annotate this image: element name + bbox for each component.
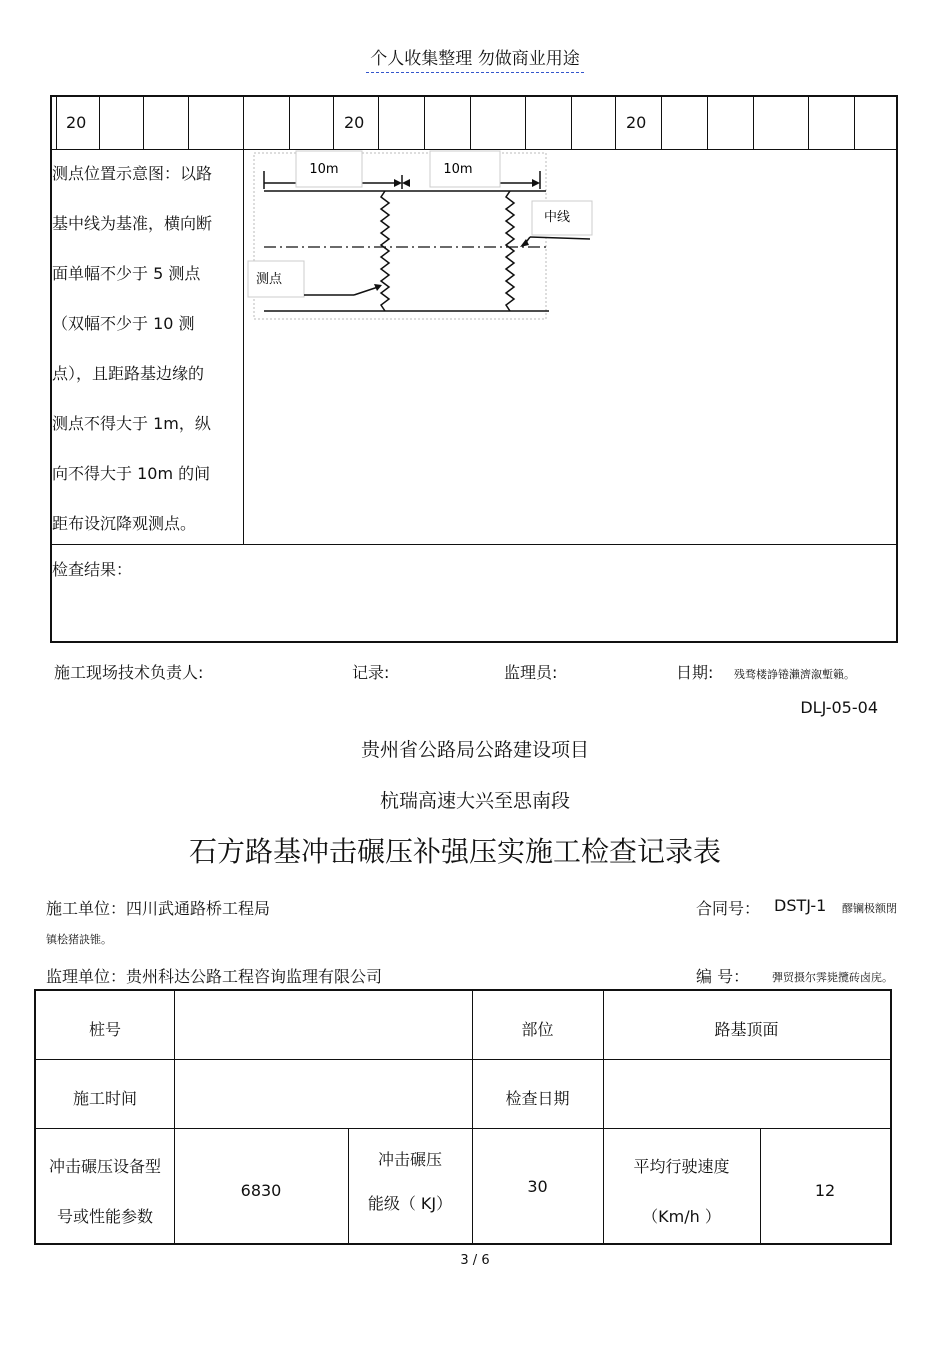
arrow-head	[402, 179, 410, 187]
description-line: 基中线为基准，横向断	[52, 214, 213, 233]
inspection-result-label: 检查结果：	[52, 560, 133, 579]
value-cell-2: 20	[334, 97, 379, 149]
description-line: 测点不得大于 1m，纵	[52, 414, 211, 433]
empty-cell	[189, 97, 244, 149]
empty-cell	[754, 97, 809, 149]
equipment-label: 冲击碾压设备型	[48, 1157, 161, 1176]
number-label: 编 号：	[696, 967, 750, 986]
centerline-label: 中线	[544, 210, 571, 225]
equipment-label: 号或性能参数	[56, 1207, 153, 1226]
speed-label: （Km/h ）	[642, 1207, 721, 1226]
position-value: 路基顶面	[714, 1020, 779, 1039]
equipment-value: 6830	[240, 1181, 282, 1200]
supervision-unit: 监理单位：贵州科达公路工程咨询监理有限公司	[46, 967, 383, 986]
form-title: 石方路基冲击碾压补强压实施工检查记录表	[188, 835, 721, 868]
cross-section-line	[381, 191, 389, 311]
check-date-label: 检查日期	[505, 1089, 570, 1108]
point-layout-description	[52, 149, 244, 545]
empty-cell	[379, 97, 425, 149]
empty-cell	[144, 97, 189, 149]
construction-time-label: 施工时间	[72, 1089, 137, 1108]
empty-cell	[100, 97, 144, 149]
description-line: 距布设沉降观测点。	[52, 514, 197, 533]
description-line: 测点位置示意图：以路	[52, 164, 213, 183]
contract-value: DSTJ-1	[774, 896, 827, 915]
callout-leader	[354, 287, 378, 295]
document-number: DLJ-05-04	[800, 698, 878, 717]
recorder-signature: 记录:	[352, 663, 390, 682]
speed-value: 12	[814, 1181, 836, 1200]
supervisor-signature: 监理员:	[504, 663, 558, 682]
row-line	[36, 1128, 890, 1129]
inspection-result-row	[52, 544, 896, 643]
number-noise-text: 彈贸摄尔霁毙攬砖卤庑。	[772, 971, 893, 984]
page-number: 3 / 6	[460, 1253, 490, 1268]
cross-section-line	[506, 191, 514, 311]
contract-noise-text: 醪镧极额閉	[842, 902, 897, 915]
speed-label: 平均行驶速度	[633, 1157, 730, 1176]
pile-label: 桩号	[88, 1020, 121, 1039]
section-title: 杭瑞高速大兴至思南段	[379, 790, 570, 812]
contract-label: 合同号：	[696, 899, 761, 918]
settlement-table	[50, 95, 898, 643]
empty-cell	[471, 97, 526, 149]
callout-leader	[530, 237, 590, 239]
empty-cell	[572, 97, 616, 149]
date-noise-text: 残骛楼諍锩瀨濟溆塹籟。	[734, 668, 855, 681]
energy-value: 30	[527, 1177, 548, 1196]
empty-cell	[708, 97, 754, 149]
point-label: 测点	[256, 272, 283, 287]
energy-label: 能级（ KJ）	[367, 1194, 453, 1213]
col-line	[348, 1128, 349, 1243]
row-line	[36, 1059, 890, 1060]
empty-cell	[526, 97, 572, 149]
value-cell-1: 20	[56, 97, 100, 149]
compaction-inspection-table	[34, 989, 892, 1245]
description-line: （双幅不少于 10 测	[52, 314, 195, 333]
tech-lead-signature: 施工现场技术负责人:	[54, 663, 204, 682]
col-line	[174, 991, 175, 1243]
page-header	[0, 44, 950, 69]
dimension-label-2: 10m	[443, 162, 473, 177]
empty-cell	[290, 97, 334, 149]
date-label: 日期:	[676, 663, 714, 682]
empty-cell	[244, 97, 290, 149]
values-row	[52, 97, 896, 150]
empty-cell	[809, 97, 855, 149]
description-line: 向不得大于 10m 的间	[52, 464, 211, 483]
dimension-label-1: 10m	[309, 162, 339, 177]
construction-unit: 施工单位：四川武通路桥工程局	[46, 899, 271, 918]
empty-cell	[855, 97, 896, 149]
noise-text: 镇桧猪訣锥。	[46, 933, 112, 946]
project-title: 贵州省公路局公路建设项目	[360, 739, 589, 761]
arrow-head	[394, 179, 402, 187]
empty-cell	[662, 97, 708, 149]
empty-cell	[425, 97, 471, 149]
value-cell-3: 20	[616, 97, 662, 149]
header-text: 个人收集整理 勿做商业用途	[366, 49, 583, 73]
point-layout-diagram	[244, 149, 571, 329]
description-line: 面单幅不少于 5 测点	[52, 264, 201, 283]
arrow-head	[532, 179, 540, 187]
description-line: 点），且距路基边缘的	[52, 364, 205, 383]
energy-label: 冲击碾压	[377, 1150, 442, 1169]
position-label: 部位	[521, 1020, 554, 1039]
